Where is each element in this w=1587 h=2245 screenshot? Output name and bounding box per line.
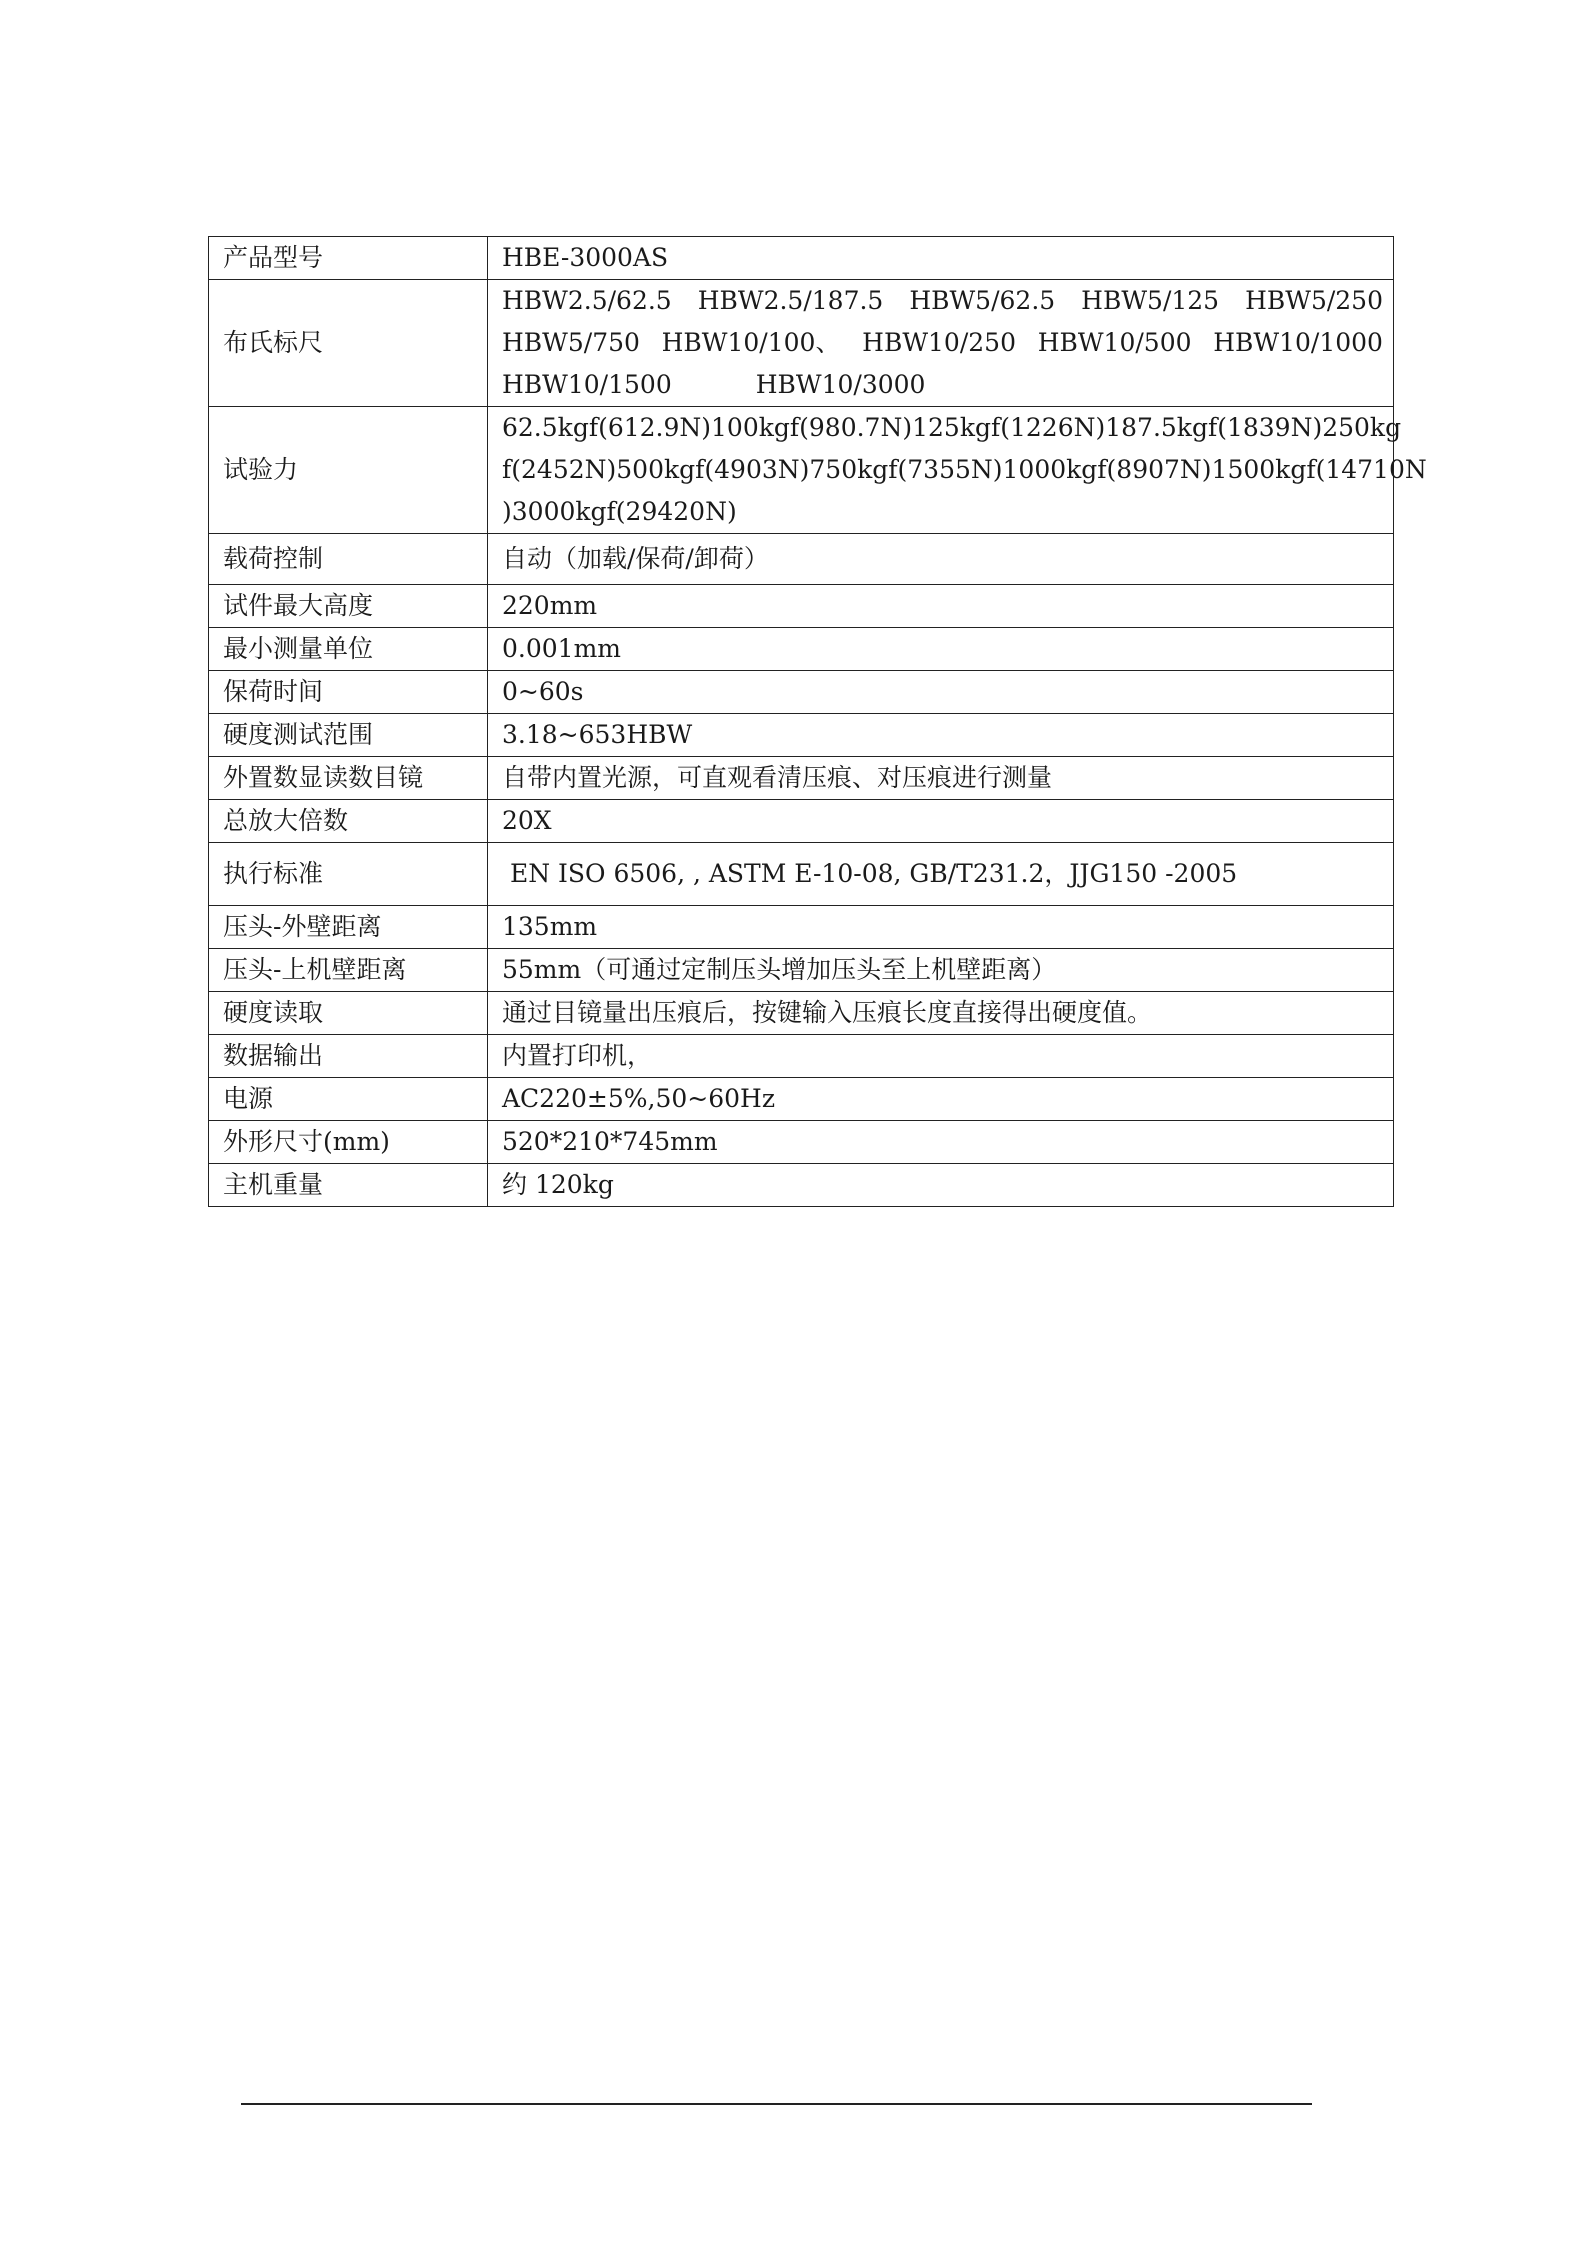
spec-value: HBE-3000AS xyxy=(488,237,1394,280)
table-row xyxy=(209,906,1394,949)
spec-value: 约 120kg xyxy=(488,1164,1394,1207)
table-row xyxy=(209,800,1394,843)
table-row xyxy=(209,992,1394,1035)
spec-value: 通过目镜量出压痕后，按键输入压痕长度直接得出硬度值。 xyxy=(488,992,1394,1035)
spec-label: 压头-上机壁距离 xyxy=(209,949,488,992)
brinell-scale: HBW10/1500 xyxy=(502,370,672,399)
brinell-scale: HBW10/100、 xyxy=(661,328,841,357)
spec-label: 产品型号 xyxy=(209,237,488,280)
spec-label: 载荷控制 xyxy=(209,534,488,585)
brinell-scale: HBW5/750 xyxy=(502,328,640,357)
table-row xyxy=(209,1035,1394,1078)
spec-value: 0.001mm xyxy=(488,628,1394,671)
spec-label: 外置数显读数目镜 xyxy=(209,757,488,800)
spec-value: AC220±5%,50~60Hz xyxy=(488,1078,1394,1121)
spec-label: 外形尺寸(mm) xyxy=(209,1121,488,1164)
spec-value: 520*210*745mm xyxy=(488,1121,1394,1164)
spec-value: 55mm（可通过定制压头增加压头至上机壁距离） xyxy=(488,949,1394,992)
spec-label: 电源 xyxy=(209,1078,488,1121)
table-row xyxy=(209,280,1394,407)
force-line: )3000kgf(29420N) xyxy=(502,497,737,526)
brinell-scale: HBW10/1000 xyxy=(1213,328,1383,357)
force-line: 62.5kgf(612.9N)100kgf(980.7N)125kgf(1226N)187.5kgf(1839N)250kg xyxy=(502,413,1402,442)
brinell-scale: HBW10/250 xyxy=(862,328,1016,357)
spec-label: 试件最大高度 xyxy=(209,585,488,628)
spec-label: 总放大倍数 xyxy=(209,800,488,843)
table-row xyxy=(209,843,1394,906)
spec-value: 自带内置光源，可直观看清压痕、对压痕进行测量 xyxy=(488,757,1394,800)
spec-label: 执行标准 xyxy=(209,843,488,906)
spec-value xyxy=(488,407,1427,534)
table-row xyxy=(209,585,1394,628)
brinell-scale: HBW2.5/62.5 xyxy=(502,286,672,315)
spec-value: 20X xyxy=(488,800,1394,843)
table-row xyxy=(209,671,1394,714)
table-row xyxy=(209,1121,1394,1164)
table-row xyxy=(209,534,1394,585)
table-row xyxy=(209,407,1394,534)
spec-value: 自动（加载/保荷/卸荷） xyxy=(488,534,1394,585)
spec-label: 硬度读取 xyxy=(209,992,488,1035)
table-row xyxy=(209,237,1394,280)
brinell-scale: HBW2.5/187.5 xyxy=(697,286,884,315)
force-line: f(2452N)500kgf(4903N)750kgf(7355N)1000kgf(8907N)1500kgf(14710N xyxy=(502,455,1427,484)
spec-value: 0~60s xyxy=(488,671,1394,714)
table-row xyxy=(209,714,1394,757)
spec-label: 保荷时间 xyxy=(209,671,488,714)
spec-label: 压头-外壁距离 xyxy=(209,906,488,949)
spec-label: 数据输出 xyxy=(209,1035,488,1078)
brinell-scale: HBW10/3000 xyxy=(755,370,926,399)
brinell-scale: HBW5/62.5 xyxy=(909,286,1056,315)
brinell-line xyxy=(502,364,1383,406)
brinell-scale: HBW5/250 xyxy=(1245,286,1383,315)
spec-value xyxy=(488,280,1394,407)
brinell-scale: HBW10/500 xyxy=(1037,328,1192,357)
brinell-line xyxy=(502,280,1383,322)
footer-divider xyxy=(241,2103,1312,2105)
spec-value: 3.18~653HBW xyxy=(488,714,1394,757)
brinell-line xyxy=(502,322,1383,364)
spec-label: 布氏标尺 xyxy=(209,280,488,407)
table-row xyxy=(209,628,1394,671)
spec-value: 内置打印机， xyxy=(488,1035,1394,1078)
spec-label: 最小测量单位 xyxy=(209,628,488,671)
spec-table xyxy=(208,236,1427,1207)
table-row xyxy=(209,757,1394,800)
table-row xyxy=(209,1078,1394,1121)
spec-value: 135mm xyxy=(488,906,1394,949)
spec-value: 220mm xyxy=(488,585,1394,628)
table-row xyxy=(209,949,1394,992)
table-row xyxy=(209,1164,1394,1207)
spec-label: 硬度测试范围 xyxy=(209,714,488,757)
spec-label: 试验力 xyxy=(209,407,488,534)
spec-label: 主机重量 xyxy=(209,1164,488,1207)
spec-value: EN ISO 6506, , ASTM E-10-08, GB/T231.2，JJG150 -2005 xyxy=(488,843,1394,906)
brinell-scale: HBW5/125 xyxy=(1081,286,1220,315)
